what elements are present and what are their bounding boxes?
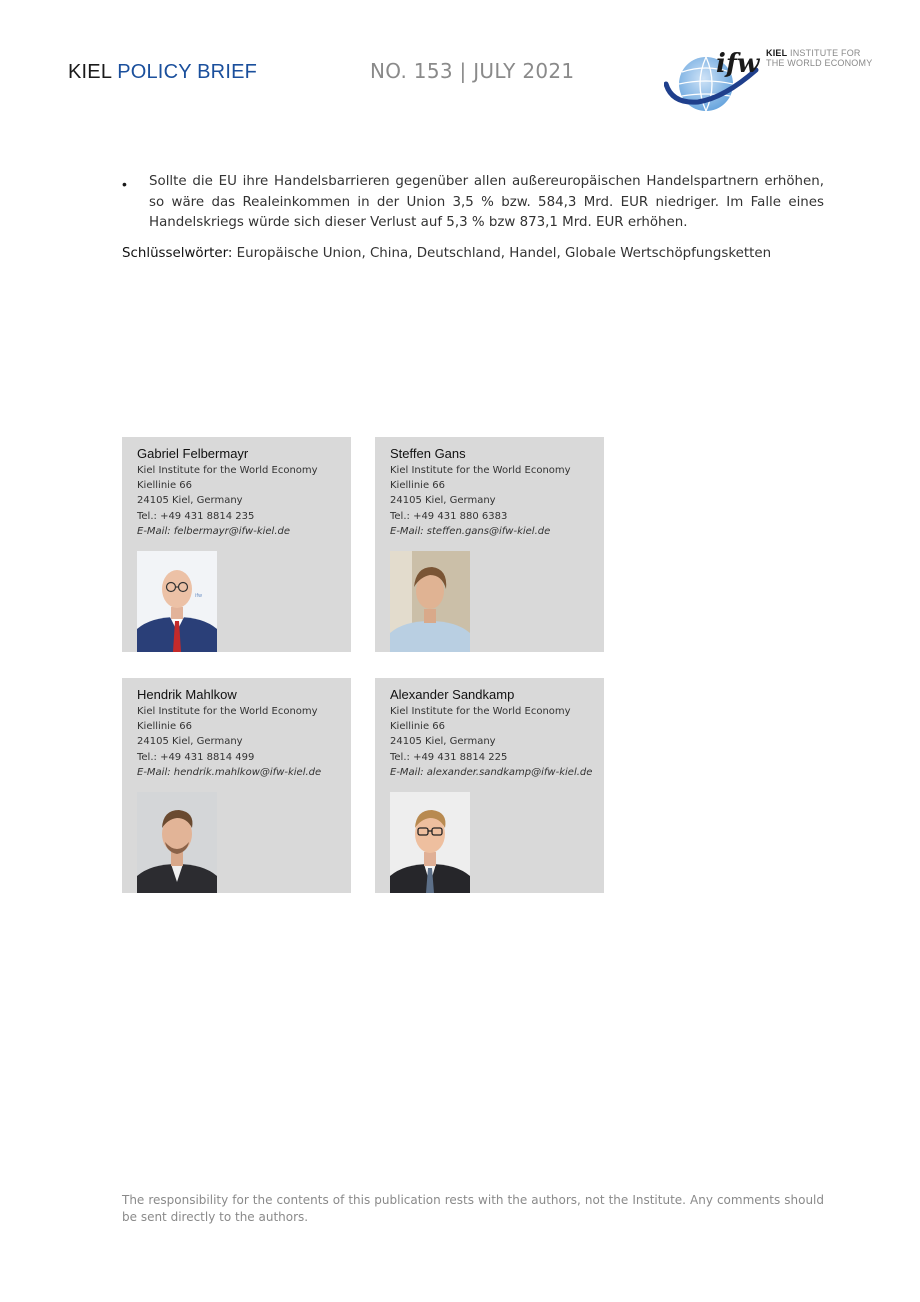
author-institute: Kiel Institute for the World Economy [390,465,571,476]
author-photo [137,551,217,652]
brand-policy-brief: POLICY BRIEF [117,61,258,83]
author-contact [137,463,318,539]
logo-kiel: KIEL [766,48,788,58]
ifw-logo [664,42,879,114]
author-email[interactable]: E-Mail: hendrik.mahlkow@ifw-kiel.de [137,766,322,778]
author-tel: Tel.: +49 431 8814 225 [390,751,508,763]
author-street: Kiellinie 66 [137,480,192,492]
summary-bullet [122,172,824,234]
author-name: Hendrik Mahlkow [137,687,237,702]
author-card-sandkamp [375,678,604,893]
author-email[interactable]: E-Mail: alexander.sandkamp@ifw-kiel.de [390,766,593,778]
author-tel: Tel.: +49 431 8814 499 [137,751,255,763]
svg-text:ifw: ifw [716,49,760,79]
author-city: 24105 Kiel, Germany [390,736,496,748]
author-city: 24105 Kiel, Germany [137,495,243,507]
author-photo [390,792,470,893]
footer-disclaimer: The responsibility for the contents of this publication rests with the authors, not the Institute. Any comments should be sent directly to the authors. [122,1193,824,1224]
issue-number: NO. 153 | JULY 2021 [370,59,575,83]
logo-world-economy: THE WORLD ECONOMY [766,58,873,68]
author-photo [390,551,470,652]
bullet-icon: • [122,176,127,192]
author-card-gans [375,437,604,652]
author-street: Kiellinie 66 [390,721,445,733]
logo-wordmark [766,48,872,68]
author-contact [137,704,321,780]
author-email[interactable]: E-Mail: felbermayr@ifw-kiel.de [137,525,291,537]
keywords-text: Europäische Union, China, Deutschland, Handel, Globale Wertschöpfungsketten [236,246,772,261]
logo-institute-for: INSTITUTE FOR [790,48,861,58]
author-institute: Kiel Institute for the World Economy [390,706,571,717]
author-tel: Tel.: +49 431 8814 235 [137,510,255,522]
author-card-mahlkow [122,678,351,893]
author-photo [137,792,217,893]
author-street: Kiellinie 66 [137,721,192,733]
author-contact [390,463,571,539]
author-card-felbermayr [122,437,351,652]
author-email[interactable]: E-Mail: steffen.gans@ifw-kiel.de [390,525,551,537]
author-name: Gabriel Felbermayr [137,446,249,461]
summary-bullet-text: Sollte die EU ihre Handelsbarrieren gegenüber allen außereuropäischen Handelspartnern erhöhen, so wäre das Realeinkommen in der Union 3,5 % bzw. 584,3 Mrd. EUR niedriger. Im Falle eines Handelskriegs würde sich dieser Verlust auf 5,3 % bzw 873,1 Mrd. EUR erhöhen. [149,174,824,230]
svg-text:ifw: ifw [195,593,203,599]
author-name: Steffen Gans [390,446,466,461]
author-name: Alexander Sandkamp [390,687,515,702]
author-tel: Tel.: +49 431 880 6383 [390,510,508,522]
brand-title [68,61,257,84]
author-street: Kiellinie 66 [390,480,445,492]
author-city: 24105 Kiel, Germany [390,495,496,507]
keywords [122,244,842,264]
author-contact [390,704,592,780]
author-city: 24105 Kiel, Germany [137,736,243,748]
keywords-label: Schlüsselwörter: [122,246,233,261]
author-institute: Kiel Institute for the World Economy [137,465,318,476]
author-institute: Kiel Institute for the World Economy [137,706,318,717]
brand-kiel: KIEL [68,61,112,83]
